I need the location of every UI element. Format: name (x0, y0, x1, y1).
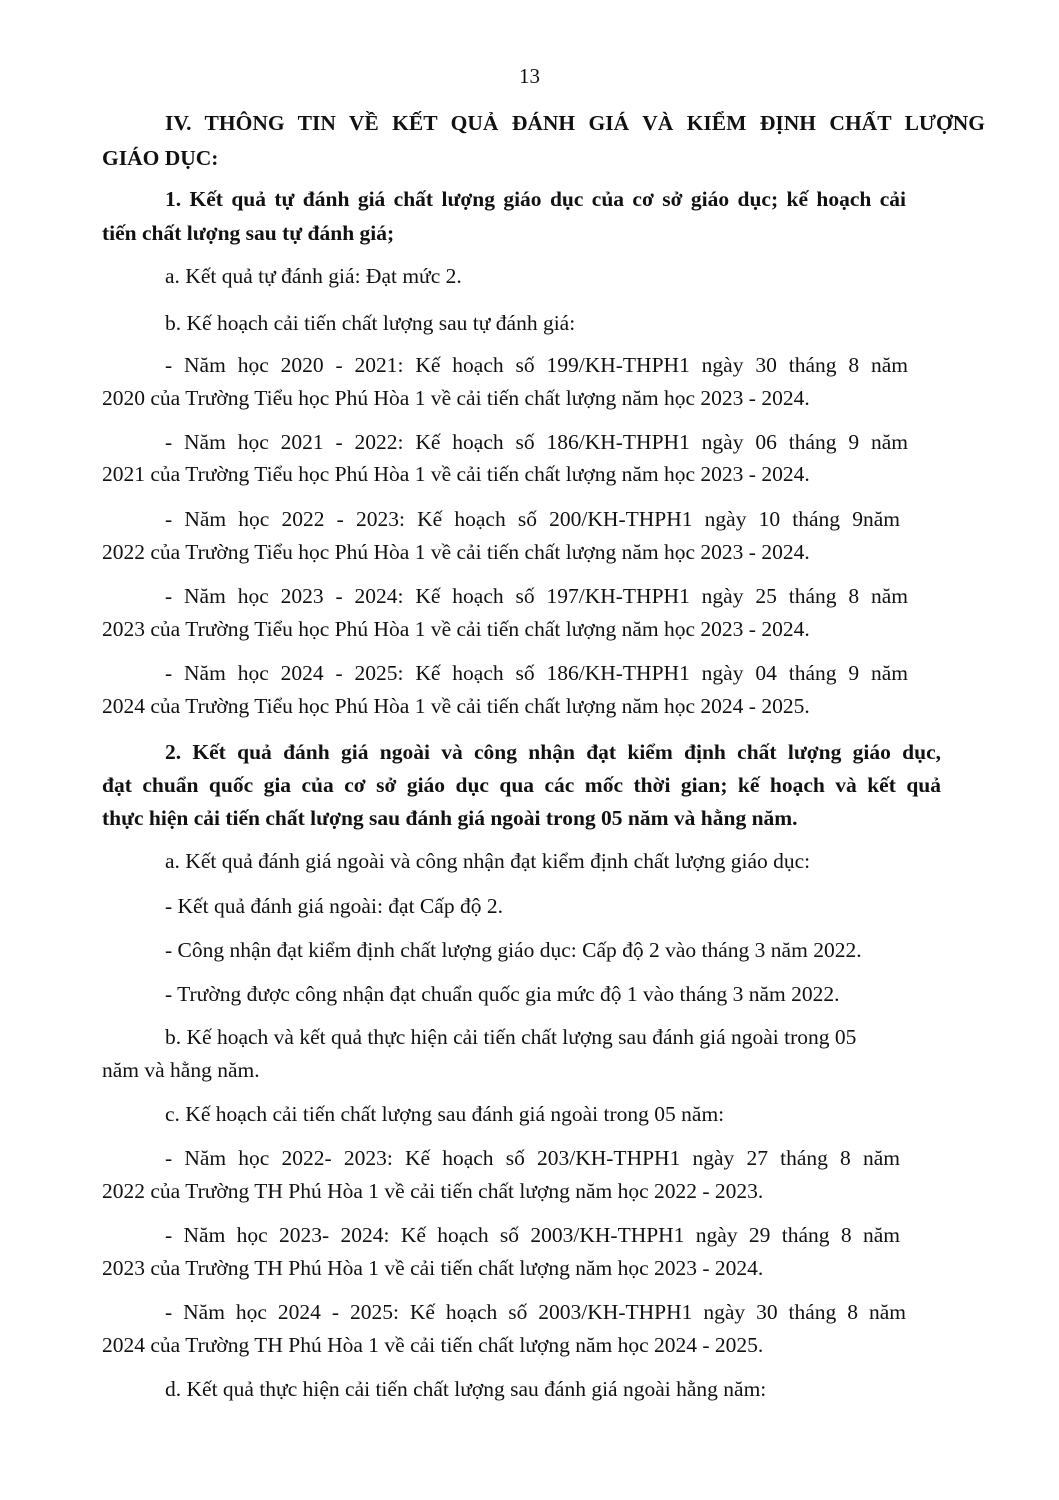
part1-plan-1-line-2: 2020 của Trường Tiểu học Phú Hòa 1 về cải tiến chất lượng năm học 2023 - 2024. (102, 386, 810, 410)
part1-plan-1-line-1: - Năm học 2020 - 2021: Kế hoạch số 199/KH-THPH1 ngày 30 tháng 8 năm (165, 353, 908, 377)
part2-plan-2-line-2: 2023 của Trường TH Phú Hòa 1 về cải tiến chất lượng năm học 2023 - 2024. (102, 1256, 764, 1280)
part1-item-b: b. Kế hoạch cải tiến chất lượng sau tự đánh giá: (165, 311, 576, 335)
section-heading-line-2: GIÁO DỤC: (102, 146, 219, 170)
section-heading-line-1: IV. THÔNG TIN VỀ KẾT QUẢ ĐÁNH GIÁ VÀ KIỂM ĐỊNH CHẤT LƯỢNG (165, 111, 985, 135)
part2-item-b-line-2: năm và hằng năm. (102, 1058, 260, 1082)
part1-plan-3-line-2: 2022 của Trường Tiểu học Phú Hòa 1 về cải tiến chất lượng năm học 2023 - 2024. (102, 540, 810, 564)
part1-item-a: a. Kết quả tự đánh giá: Đạt mức 2. (165, 264, 462, 288)
part2-item-b-line-1: b. Kế hoạch và kết quả thực hiện cải tiến chất lượng sau đánh giá ngoài trong 05 (165, 1025, 857, 1049)
part2-plan-1-line-2: 2022 của Trường TH Phú Hòa 1 về cải tiến chất lượng năm học 2022 - 2023. (102, 1179, 764, 1203)
part2-plan-1-line-1: - Năm học 2022- 2023: Kế hoạch số 203/KH-THPH1 ngày 27 tháng 8 năm (165, 1146, 900, 1170)
part1-plan-5-line-2: 2024 của Trường Tiểu học Phú Hòa 1 về cải tiến chất lượng năm học 2024 - 2025. (102, 694, 810, 718)
part2-bullet-1: - Kết quả đánh giá ngoài: đạt Cấp độ 2. (165, 894, 503, 918)
part1-plan-4-line-2: 2023 của Trường Tiểu học Phú Hòa 1 về cải tiến chất lượng năm học 2023 - 2024. (102, 617, 810, 641)
part2-plan-2-line-1: - Năm học 2023- 2024: Kế hoạch số 2003/KH-THPH1 ngày 29 tháng 8 năm (165, 1223, 900, 1247)
part2-item-d: d. Kết quả thực hiện cải tiến chất lượng sau đánh giá ngoài hằng năm: (165, 1377, 767, 1401)
page-number: 13 (519, 64, 540, 88)
part2-plan-3-line-1: - Năm học 2024 - 2025: Kế hoạch số 2003/KH-THPH1 ngày 30 tháng 8 năm (165, 1300, 906, 1324)
part2-bullet-3: - Trường được công nhận đạt chuẩn quốc gia mức độ 1 vào tháng 3 năm 2022. (165, 982, 840, 1006)
part2-title-line-3: thực hiện cải tiến chất lượng sau đánh giá ngoài trong 05 năm và hằng năm. (102, 806, 798, 830)
part2-item-c: c. Kế hoạch cải tiến chất lượng sau đánh giá ngoài trong 05 năm: (165, 1102, 725, 1126)
part1-plan-2-line-1: - Năm học 2021 - 2022: Kế hoạch số 186/KH-THPH1 ngày 06 tháng 9 năm (165, 430, 908, 454)
part2-title-line-2: đạt chuẩn quốc gia của cơ sở giáo dục qua các mốc thời gian; kế hoạch và kết quả (102, 773, 941, 797)
part2-bullet-2: - Công nhận đạt kiểm định chất lượng giáo dục: Cấp độ 2 vào tháng 3 năm 2022. (165, 938, 862, 962)
part1-title-line-2: tiến chất lượng sau tự đánh giá; (102, 221, 395, 245)
part2-item-a: a. Kết quả đánh giá ngoài và công nhận đạt kiểm định chất lượng giáo dục: (165, 849, 811, 873)
part1-plan-3-line-1: - Năm học 2022 - 2023: Kế hoạch số 200/KH-THPH1 ngày 10 tháng 9năm (165, 507, 900, 531)
part1-plan-4-line-1: - Năm học 2023 - 2024: Kế hoạch số 197/KH-THPH1 ngày 25 tháng 8 năm (165, 584, 908, 608)
part2-plan-3-line-2: 2024 của Trường TH Phú Hòa 1 về cải tiến chất lượng năm học 2024 - 2025. (102, 1333, 764, 1357)
part1-title-line-1: 1. Kết quả tự đánh giá chất lượng giáo dục của cơ sở giáo dục; kế hoạch cải (165, 187, 906, 211)
part2-title-line-1: 2. Kết quả đánh giá ngoài và công nhận đạt kiểm định chất lượng giáo dục, (165, 740, 941, 764)
part1-plan-5-line-1: - Năm học 2024 - 2025: Kế hoạch số 186/KH-THPH1 ngày 04 tháng 9 năm (165, 661, 908, 685)
part1-plan-2-line-2: 2021 của Trường Tiểu học Phú Hòa 1 về cải tiến chất lượng năm học 2023 - 2024. (102, 462, 810, 486)
